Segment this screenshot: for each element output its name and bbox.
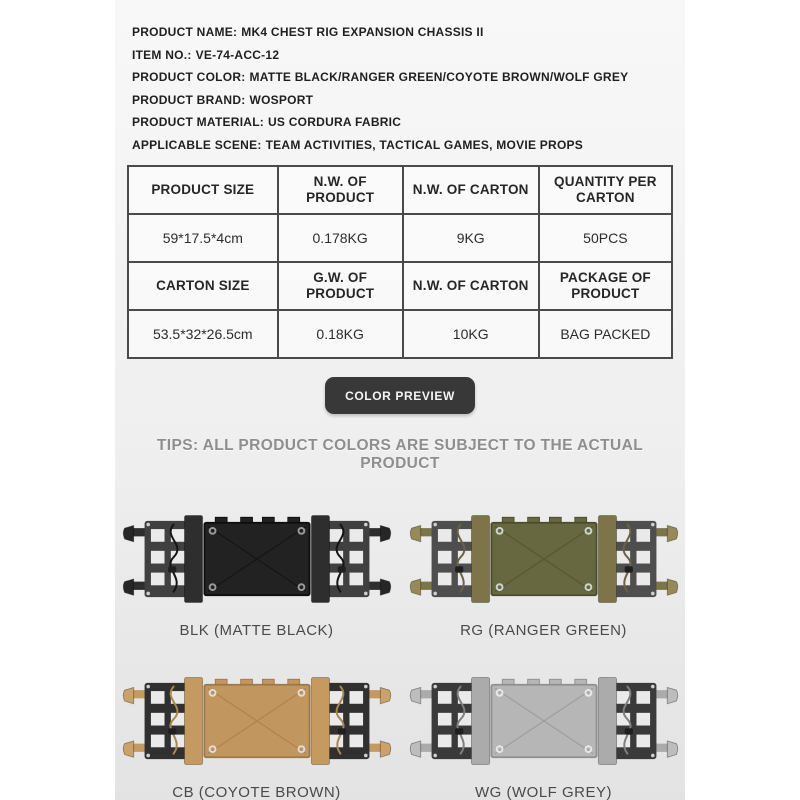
info-value: MK4 CHEST RIG EXPANSION CHASSIS II [241, 25, 484, 39]
info-value: US CORDURA FABRIC [268, 115, 402, 129]
colorway-tile-coyote-brown [117, 671, 396, 800]
info-label: PRODUCT BRAND: [132, 92, 246, 107]
product-name-line [132, 21, 685, 44]
spec-cell: PACKAGE OF PRODUCT [539, 262, 672, 310]
product-color-line [132, 66, 685, 89]
spec-cell: 53.5*32*26.5cm [128, 310, 278, 358]
product-photo [117, 671, 396, 771]
chest-rig-graphic [408, 671, 680, 771]
colorway-caption: RG (RANGER GREEN) [460, 622, 627, 639]
item-no-line [132, 44, 685, 67]
spec-cell: 50PCS [539, 214, 672, 262]
product-detail-sheet [115, 0, 685, 800]
chest-rig-graphic [121, 671, 393, 771]
color-preview-label: COLOR PREVIEW [345, 388, 455, 403]
product-info-list [115, 21, 685, 156]
product-photo [404, 671, 683, 771]
spec-cell: N.W. OF CARTON [403, 262, 539, 310]
product-photo [404, 509, 683, 609]
info-value: TEAM ACTIVITIES, TACTICAL GAMES, MOVIE PROPS [265, 137, 584, 152]
spec-cell: 0.178KG [278, 214, 403, 262]
tips-text: TIPS: ALL PRODUCT COLORS ARE SUBJECT TO THE ACTUAL PRODUCT [156, 437, 644, 472]
spec-cell: N.W. OF CARTON [403, 166, 539, 214]
colorway-caption: BLK (MATTE BLACK) [179, 622, 334, 639]
product-photo [117, 509, 396, 609]
info-label: ITEM NO.: [132, 47, 192, 62]
info-value: VE-74-ACC-12 [195, 47, 280, 62]
spec-cell: QUANTITY PER CARTON [539, 166, 672, 214]
spec-header-row [128, 262, 672, 310]
info-label: PRODUCT MATERIAL: [132, 115, 265, 129]
info-value: WOSPORT [249, 92, 314, 107]
info-label: APPLICABLE SCENE: [132, 137, 262, 152]
spec-value-row [128, 214, 672, 262]
colorway-caption: CB (COYOTE BROWN) [172, 784, 341, 800]
colorway-tile-wolf-grey [404, 671, 683, 800]
colorway-tile-ranger-green [404, 509, 683, 639]
spec-cell: BAG PACKED [539, 310, 672, 358]
spec-cell: 10KG [403, 310, 539, 358]
colorway-grid [115, 509, 685, 800]
info-label: PRODUCT COLOR: [132, 70, 246, 84]
product-brand-line [132, 89, 685, 112]
spec-cell: 9KG [403, 214, 539, 262]
chest-rig-graphic [121, 509, 393, 609]
product-material-line [132, 111, 685, 134]
info-label: PRODUCT NAME: [132, 25, 238, 39]
spec-cell: N.W. OF PRODUCT [278, 166, 403, 214]
color-preview-badge [325, 377, 475, 414]
spec-header-row [128, 166, 672, 214]
spec-cell: PRODUCT SIZE [128, 166, 278, 214]
spec-cell: 0.18KG [278, 310, 403, 358]
info-value: MATTE BLACK/RANGER GREEN/COYOTE BROWN/WOLF GREY [249, 70, 629, 84]
spec-cell: G.W. OF PRODUCT [278, 262, 403, 310]
spec-cell: CARTON SIZE [128, 262, 278, 310]
applicable-scene-line [132, 134, 685, 157]
colorway-caption: WG (WOLF GREY) [475, 784, 612, 800]
chest-rig-graphic [408, 509, 680, 609]
spec-cell: 59*17.5*4cm [128, 214, 278, 262]
colorway-tile-matte-black [117, 509, 396, 639]
spec-value-row [128, 310, 672, 358]
spec-table [127, 165, 673, 359]
